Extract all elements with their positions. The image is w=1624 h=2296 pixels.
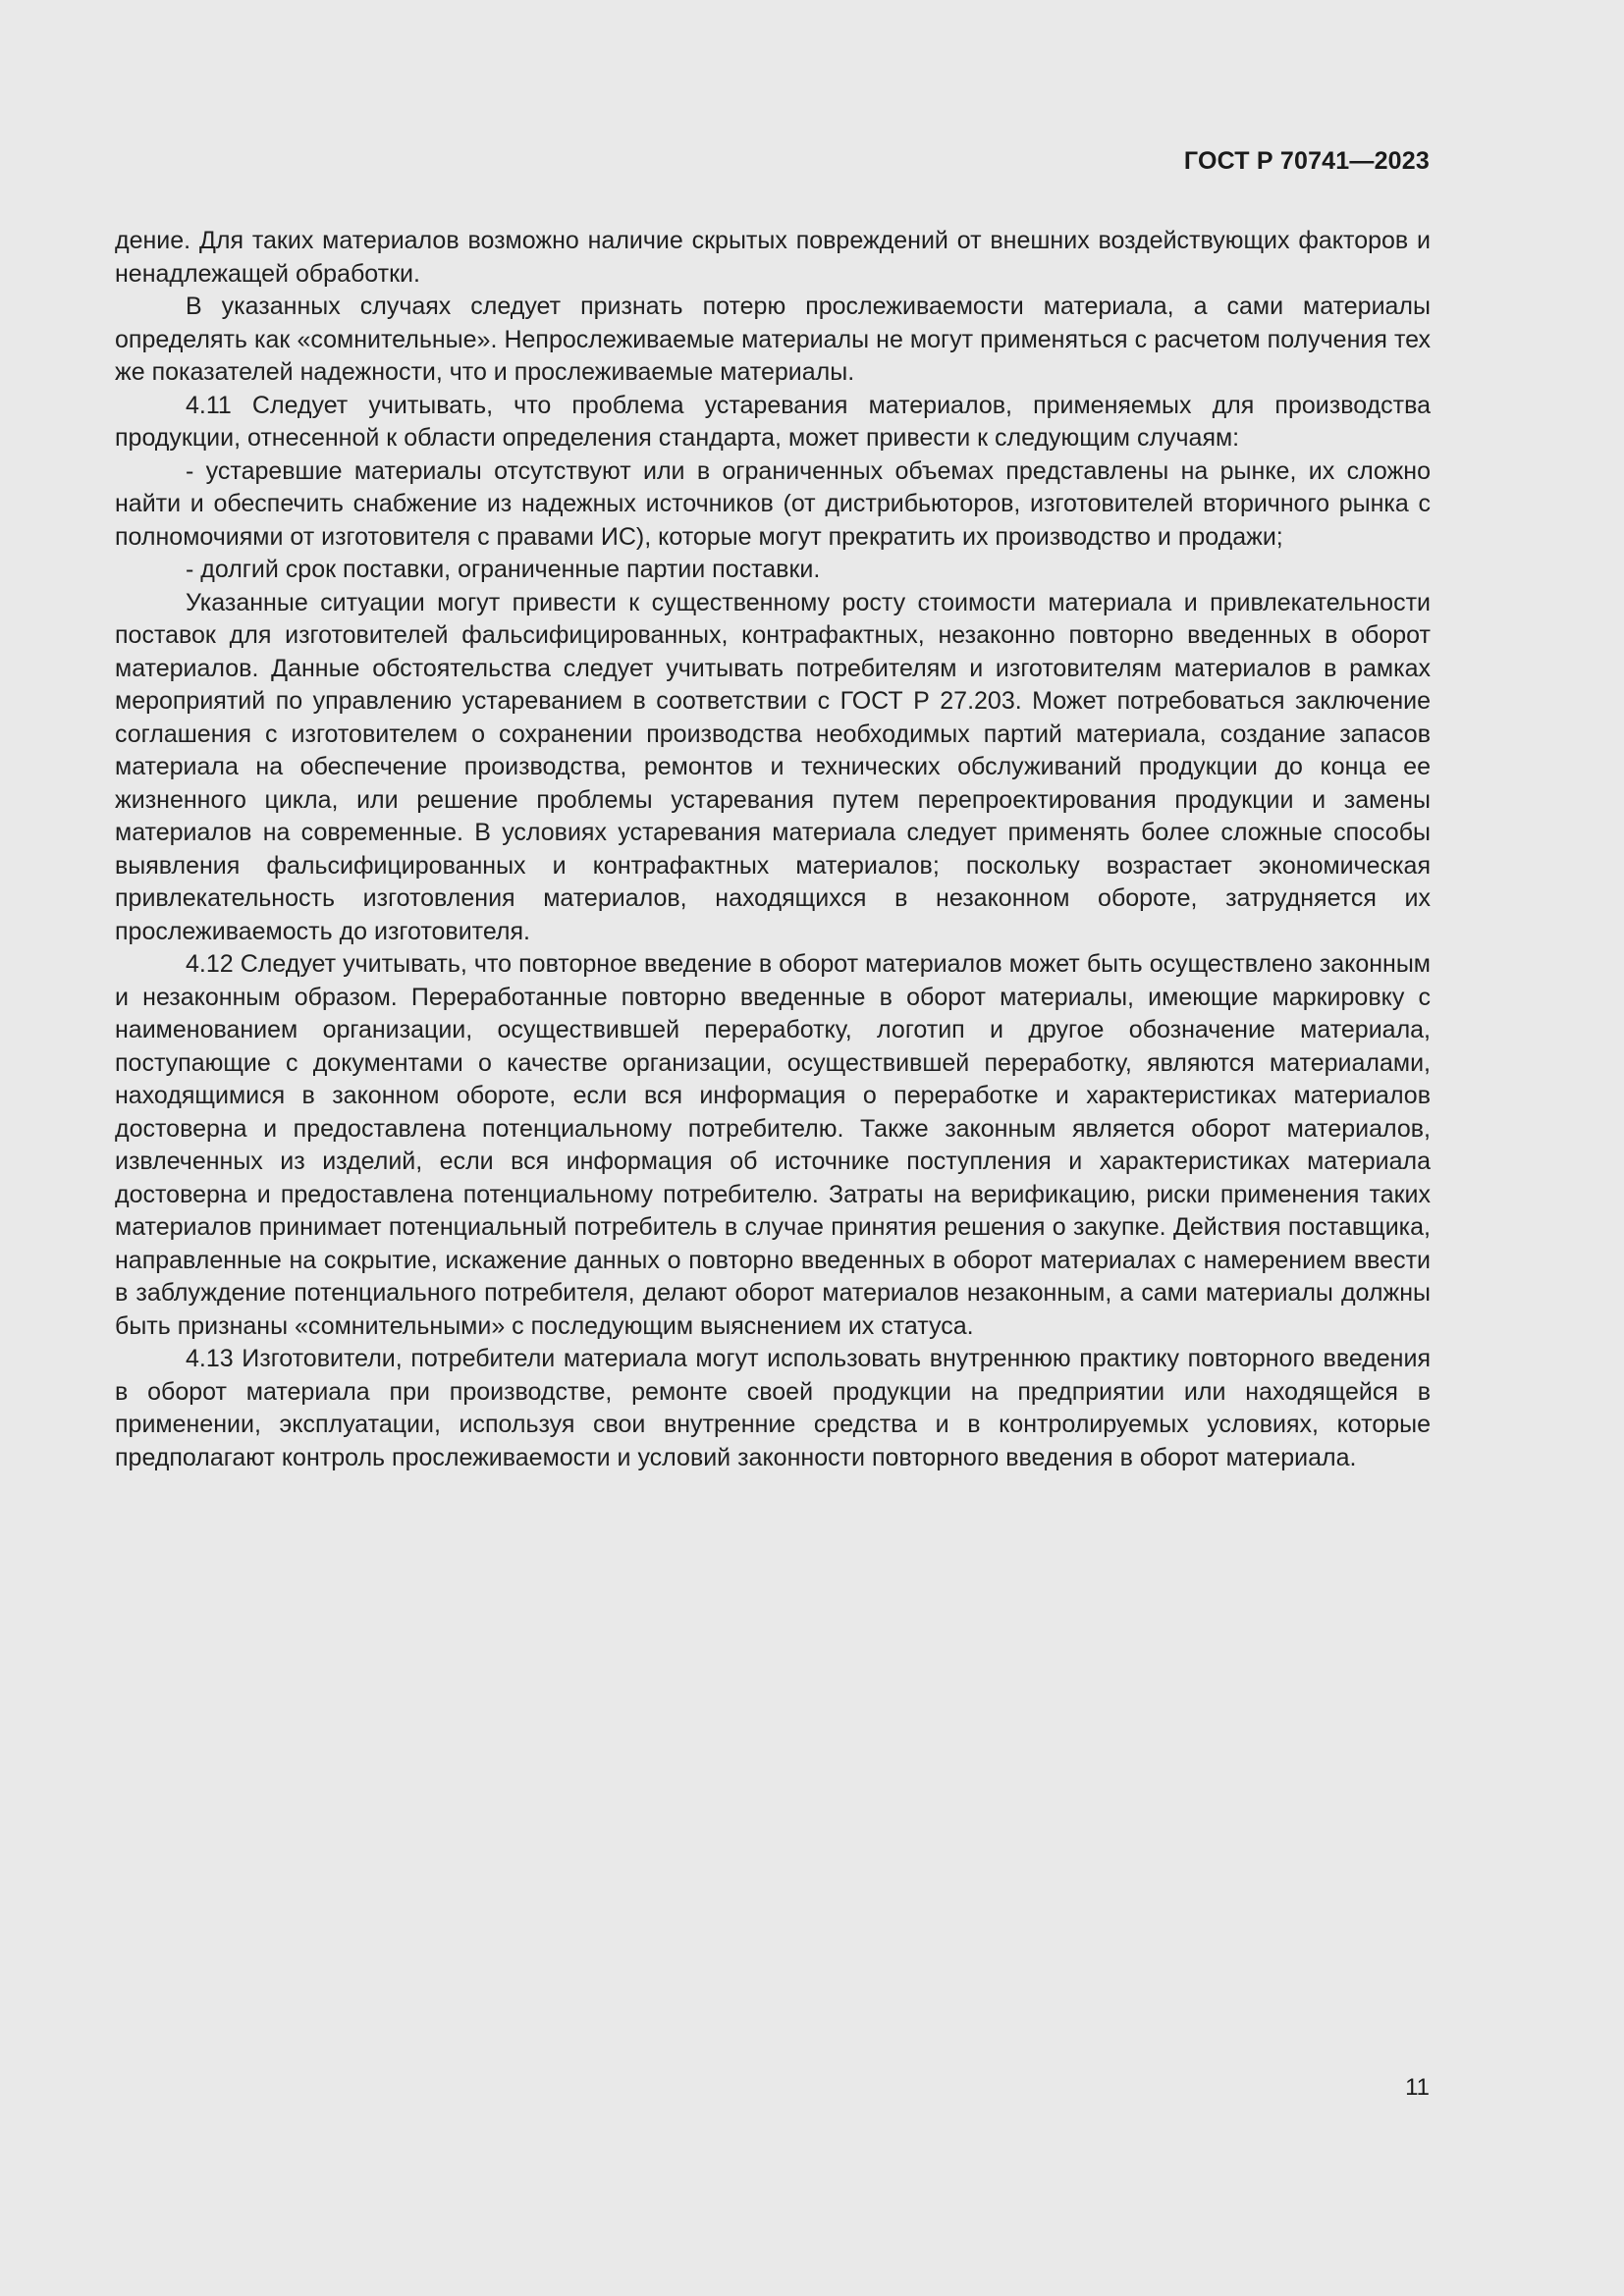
- paragraph-continuation: дение. Для таких материалов возможно наличие скрытых повреждений от внешних воздействующих факторов и ненадлежащей обработки.: [115, 227, 1431, 288]
- clause-4-12: 4.12 Следует учитывать, что повторное введение в оборот материалов может быть осуществлено законным и незаконным образом. Переработанные повторно введенные в оборот материалы, имеющие маркировку с наименованием организации, осуществившей переработку, логотип и другое обозначение материала, поступающие с документами о качестве организации, осуществившей переработку, являются материалами, находящимися в законном обороте, если вся информация о переработке и характеристиках материалов достоверна и предоставлена потенциальному потребителю. Также законным является оборот материалов, извлеченных из изделий, если вся информация об источнике поступления и характеристиках материала достоверна и предоставлена потенциальному потребителю. Затраты на верификацию, риски применения таких материалов принимает потенциальный потребитель в случае принятия решения о закупке. Действия поставщика, направленные на сокрытие, искажение данных о повторно введенных в оборот материалах с намерением ввести в заблуждение потенциального потребителя, делают оборот материалов незаконным, а сами материалы должны быть признаны «сомнительными» с последующим выяснением их статуса.: [115, 950, 1431, 1340]
- paragraph-doubtful-materials: В указанных случаях следует признать потерю прослеживаемости материала, а сами материалы определять как «сомнительные». Непрослеживаемые материалы не могут применяться с расчетом получения тех же показателей надежности, что и прослеживаемые материалы.: [115, 293, 1431, 386]
- list-item-obsolete-materials: - устаревшие материалы отсутствуют или в ограниченных объемах представлены на рынке, их сложно найти и обеспечить снабжение из надежных источников (от дистрибьюторов, изготовителей вторичного рынка с полномочиями от изготовителя с правами ИС), которые могут прекратить их производство и продажи;: [115, 456, 1431, 551]
- standard-number-header: ГОСТ Р 70741—2023: [1183, 147, 1430, 175]
- document-body: [115, 225, 1431, 1474]
- paragraph-obsolescence-situations: Указанные ситуации могут привести к существенному росту стоимости материала и привлекательности поставок для изготовителей фальсифицированных, контрафактных, незаконно повторно введенных в оборот материалов. Данные обстоятельства следует учитывать потребителям и изготовителям материалов в рамках мероприятий по управлению устареванием в соответствии с ГОСТ Р 27.203. Может потребоваться заключение соглашения с изготовителем о сохранении производства необходимых партий материала, создание запасов материала на обеспечение производства, ремонтов и технических обслуживаний продукции до конца ее жизненного цикла, или решение проблемы устаревания путем перепроектирования продукции и замены материалов на современные. В условиях устаревания материала следует применять более сложные способы выявления фальсифицированных и контрафактных материалов; поскольку возрастает экономическая привлекательность изготовления материалов, находящихся в незаконном обороте, затрудняется их прослеживаемость до изготовителя.: [115, 588, 1431, 945]
- clause-4-13: 4.13 Изготовители, потребители материала могут использовать внутреннюю практику повторного введения в оборот материала при производстве, ремонте своей продукции на предприятии или находящейся в применении, эксплуатации, используя свои внутренние средства и в контролируемых условиях, которые предполагают контроль прослеживаемости и условий законности повторного введения в оборот материала.: [115, 1345, 1431, 1471]
- clause-4-11: 4.11 Следует учитывать, что проблема устаревания материалов, применяемых для производства продукции, отнесенной к области определения стандарта, может привести к следующим случаям:: [115, 391, 1431, 452]
- page-number: 11: [1405, 2074, 1430, 2101]
- list-item-long-delivery: - долгий срок поставки, ограниченные партии поставки.: [186, 556, 821, 583]
